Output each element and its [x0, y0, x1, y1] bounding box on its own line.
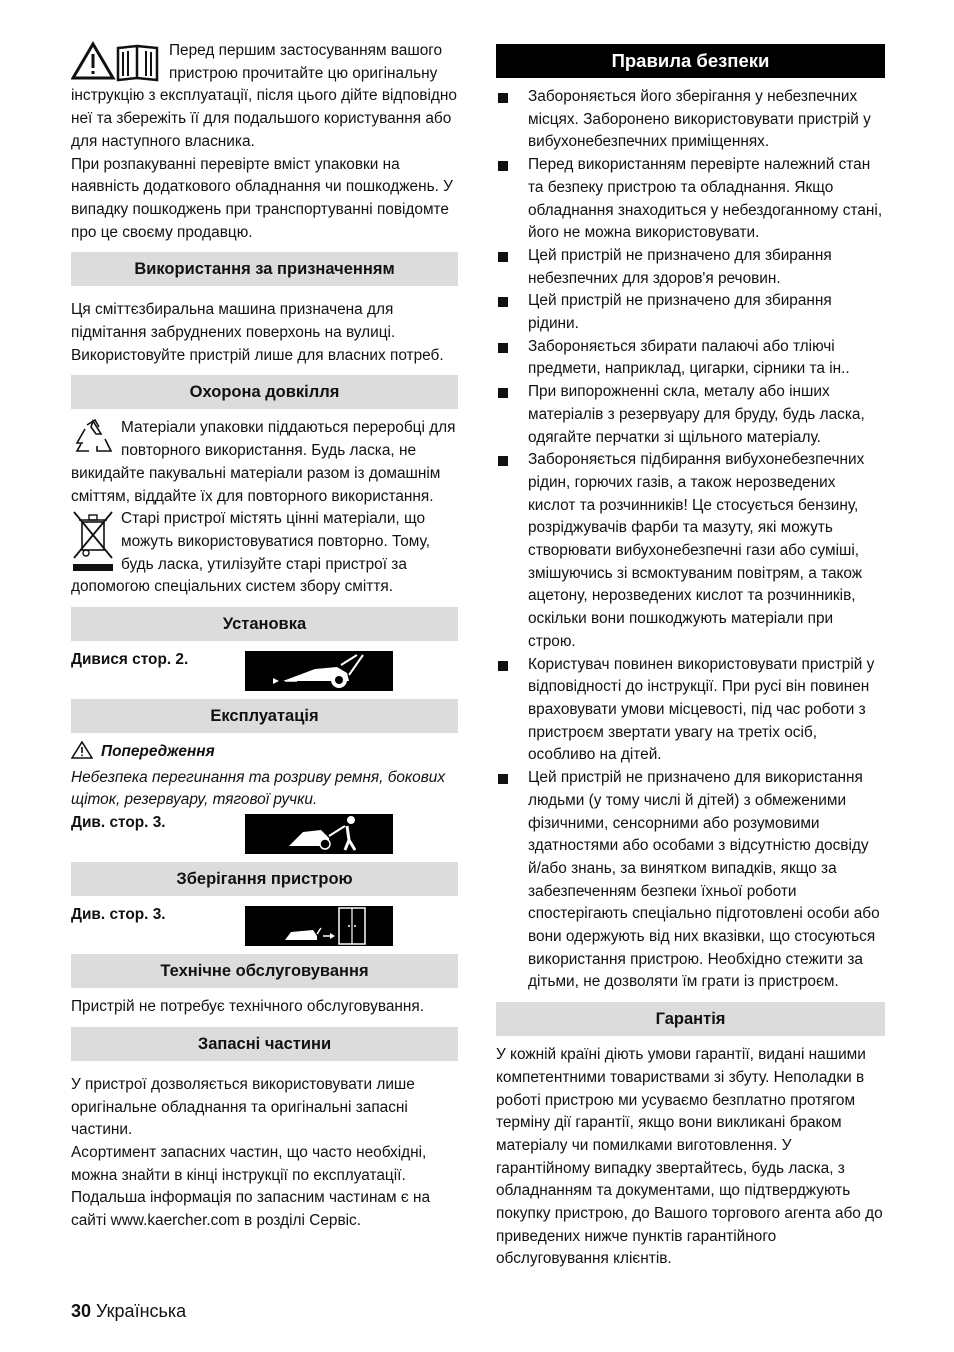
- storage-ref-row: [71, 904, 458, 946]
- safety-item: Користувач повинен використовувати пристрій у відповідності до інструкції. При русі він повинен враховувати умови місцевості, під час роботи з пристроєм звертати увагу на третіх осіб, особливо на дітей.: [496, 654, 885, 768]
- page-number: 30: [71, 1301, 92, 1321]
- safety-item: Цей пристрій не призначено для збирання рідини.: [496, 290, 885, 335]
- usage-heading: Використання за призначенням: [71, 252, 458, 286]
- weee-text: Старі пристрої містять цінні матеріали, що можуть використовуватися повторно. Тому, будь ласка, утилізуйте старі пристрої за допомогою спеціальних систем збору сміття.: [71, 510, 430, 596]
- spare-parts-text-1: У пристрої дозволяється використовувати лише оригінальне обладнання та оригінальні запасні частини.: [71, 1075, 415, 1139]
- recycle-text: Матеріали упаковки піддаються переробці для повторного використання. Будь ласка, не викидайте пакувальні матеріали разом із домашнім сміттям, віддайте їх для повторного використання.: [71, 419, 456, 505]
- environment-heading: Охорона довкілля: [71, 375, 458, 409]
- crossed-bin-icon: [71, 508, 115, 574]
- warning-icon: [71, 741, 93, 767]
- storage-heading: Зберігання пристрою: [71, 862, 458, 896]
- warranty-text: У кожній країні діють умови гарантії, видані нашими компетентними товариствами зі збуту. Неполадки в роботі пристрою ми усуваємо безплатно протягом терміну дії гарантії, якщо вони викликані браком матеріалу чи помилками виготовлення. У гарантійному випадку звертайтесь, будь ласка, з обладнанням та документами, що підтверджують покупку пристрою, до Вашого торгового агента або до приведених нижче пунктів гарантійного обслуговування клієнтів.: [496, 1046, 883, 1268]
- page-footer: [71, 1300, 186, 1323]
- installation-ref-row: [71, 649, 458, 691]
- warning-label: Попередження: [101, 743, 215, 761]
- safety-heading: Правила безпеки: [496, 44, 885, 78]
- operation-warning: [71, 741, 458, 767]
- operation-heading: Експлуатація: [71, 699, 458, 733]
- intro-text: Перед першим застосуванням вашого пристрою прочитайте цю оригінальну інструкцію з експлуатації, після цього дійте відповідно неї та збережіть її для подальшого користування або для наступного власника.: [71, 42, 457, 150]
- safety-item: Цей пристрій не призначено для використання людьми (у тому числі й дітей) з обмеженими фізичними, сенсорними або розумовими здатностями або особами з відсутністю досвіду й/або знань, за винятком випадків, якщо за забезпеченням безпеки їхньої роботи спостерігають спеціально підготовлені особи або вони одержують від них вказівки, що стосуються використання пристрою. Необхідно стежити за дітьми, не дозволяти їм грати із пристроєм.: [496, 767, 885, 994]
- safety-list: [496, 86, 885, 994]
- installation-heading: Установка: [71, 607, 458, 641]
- storage-ref: Див. стор. 3.: [71, 906, 166, 924]
- usage-text: Ця сміттєзбиральна машина призначена для підмітання забруднених поверхонь на вулиці. Використовуйте пристрій лише для власних потреб.: [71, 301, 444, 364]
- unpacking-text: При розпакуванні перевірте вміст упаковки на наявність додаткового обладнання чи пошкоджень. У випадку пошкоджень при транспортуванні повідомте про це своєму продавцю.: [71, 155, 453, 241]
- warning-text: Небезпека перегинання та розриву ремня, бокових щіток, резервуару, тягової ручки.: [71, 768, 446, 809]
- safety-item: При випорожненні скла, металу або інших матеріалів з резервуару для бруду, будь ласка, одягайте перчатки зі щільного матеріалу.: [496, 381, 885, 449]
- operation-ref: Див. стор. 3.: [71, 814, 166, 832]
- right-column: [496, 44, 885, 1271]
- storage-illustration: [245, 906, 393, 946]
- safety-item: Забороняється його зберігання у небезпечних місцях. Заборонено використовувати пристрій у вибухонебезпечних приміщеннях.: [496, 86, 885, 154]
- weee-block: [71, 508, 458, 599]
- maintenance-text: Пристрій не потребує технічного обслуговування.: [71, 998, 425, 1016]
- footer-language: Українська: [96, 1301, 187, 1321]
- maintenance-heading: Технічне обслуговування: [71, 954, 458, 988]
- recycle-block: [71, 417, 458, 508]
- operation-illustration: [245, 814, 393, 854]
- operation-ref-row: [71, 812, 458, 854]
- intro-section: [71, 40, 458, 244]
- warning-manual-icon: [71, 40, 163, 82]
- safety-item: Перед використанням перевірте належний стан та безпеку пристрою та обладнання. Якщо обладнання знаходиться у небездоганному стані, його не можна використовувати.: [496, 154, 885, 245]
- recycle-icon: [71, 417, 115, 459]
- left-column: [71, 40, 458, 1233]
- safety-item: Забороняється збирати палаючі або тліючі предмети, наприклад, цигарки, сірники та ін..: [496, 336, 885, 381]
- installation-ref: Дивися стор. 2.: [71, 651, 189, 669]
- safety-item: Забороняється підбирання вибухонебезпечних рідин, горючих газів, а також нерозведених кислот та розчинників! Це стосується бензину, розріджувачів фарби та мазуту, які можуть створювати вибухонебезпечні гази або суміші, змішуючись зі всмоктуваним повітрям, а також ацетону, нерозведених кислот та розчинників, оскільки вони пошкоджують матеріали при строю.: [496, 449, 885, 653]
- spare-parts-heading: Запасні частини: [71, 1027, 458, 1061]
- spare-parts-text-2: Асортимент запасних частин, що часто необхідні, можна знайти в кінці інструкції по експлуатації.: [71, 1143, 427, 1184]
- safety-item: Цей пристрій не призначено для збирання небезпечних для здоров'я речовин.: [496, 245, 885, 290]
- installation-illustration: [245, 651, 393, 691]
- warranty-heading: Гарантія: [496, 1002, 885, 1036]
- spare-parts-text-3: Подальша інформація по запасним частинам є на сайті www.kaercher.com в розділі Сервіс.: [71, 1189, 431, 1230]
